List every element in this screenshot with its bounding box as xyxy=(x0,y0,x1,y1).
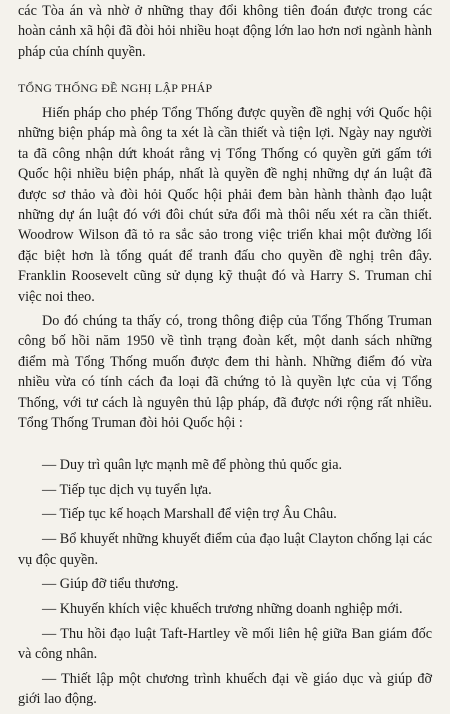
list-item: — Duy trì quân lực mạnh mẽ để phòng thủ quốc gia. xyxy=(42,457,343,473)
paragraph-1: Hiến pháp cho phép Tổng Thống được quyền đề nghị với Quốc hội những biện pháp mà ông ta xét là cần thiết và tiện lợi. Ngày nay người ta đã công nhận dứt khoát rằng vị Tổng Thống có quyền gửi gấm tới Quốc hội nhiều biện pháp, nhất là quyền đề nghị những dự án luật đã được sơ thảo và đòi hỏi Quốc hội phải đem bàn hành thành đạo luật những dự án luật đó với đôi chút sửa đổi mà thôi nếu xét ra cần thiết. Woodrow Wilson đã tỏ ra sắc sảo trong việc triển khai một đường lối đặc biệt hơn là tổng quát để tranh đấu cho quyền đề nghị trên đây. Franklin Roosevelt cũng sử dụng kỹ thuật đó và Harry S. Truman chỉ việc noi theo. xyxy=(18,105,432,305)
section-heading: TỔNG THỐNG ĐỀ NGHỊ LẬP PHÁP xyxy=(18,81,213,95)
paragraph-2: Do đó chúng ta thấy có, trong thông điệp của Tổng Thống Truman công bố hồi năm 1950 về tình trạng đoàn kết, một danh sách những điểm mà Tổng Thống muốn được đem thi hành. Những điểm đó vừa nhiều vừa có tính cách đa loại đã chứng tỏ là quyền lực của vị Tổng Thống, với tư cách là nguyên thủ lập pháp, đã được nới rộng rất nhiều. Tổng Thống Truman đòi hỏi Quốc hội : xyxy=(18,313,432,432)
demands-list xyxy=(18,455,432,714)
list-item: — Thiết lập một chương trình khuếch đại về giáo dục và giúp đỡ giới lao động. xyxy=(18,670,432,708)
paragraph-1-block xyxy=(18,103,432,307)
list-item: — Giúp đỡ tiểu thương. xyxy=(42,576,179,593)
paragraph-2-block xyxy=(18,311,432,433)
intro-paragraph: các Tòa án và nhờ ở những thay đổi không tiên đoán được trong các hoàn cảnh xã hội đã đòi hỏi nhiều hoạt động lớn lao hơn nơi ngành hành pháp của chính quyền. xyxy=(18,3,432,60)
list-item: — Thu hồi đạo luật Taft-Hartley về mối liên hệ giữa Ban giám đốc và công nhân. xyxy=(18,625,432,663)
list-item: — Khuyến khích việc khuếch trương những doanh nghiệp mới. xyxy=(42,600,403,617)
list-item: — Tiếp tục kế hoạch Marshall để viện trợ Âu Châu. xyxy=(42,506,337,523)
list-item: — Bổ khuyết những khuyết điểm của đạo luật Clayton chống lại các vụ độc quyền. xyxy=(18,531,432,568)
intro-block xyxy=(18,1,432,62)
list-item: — Tiếp tục dịch vụ tuyển lựa. xyxy=(42,481,212,498)
